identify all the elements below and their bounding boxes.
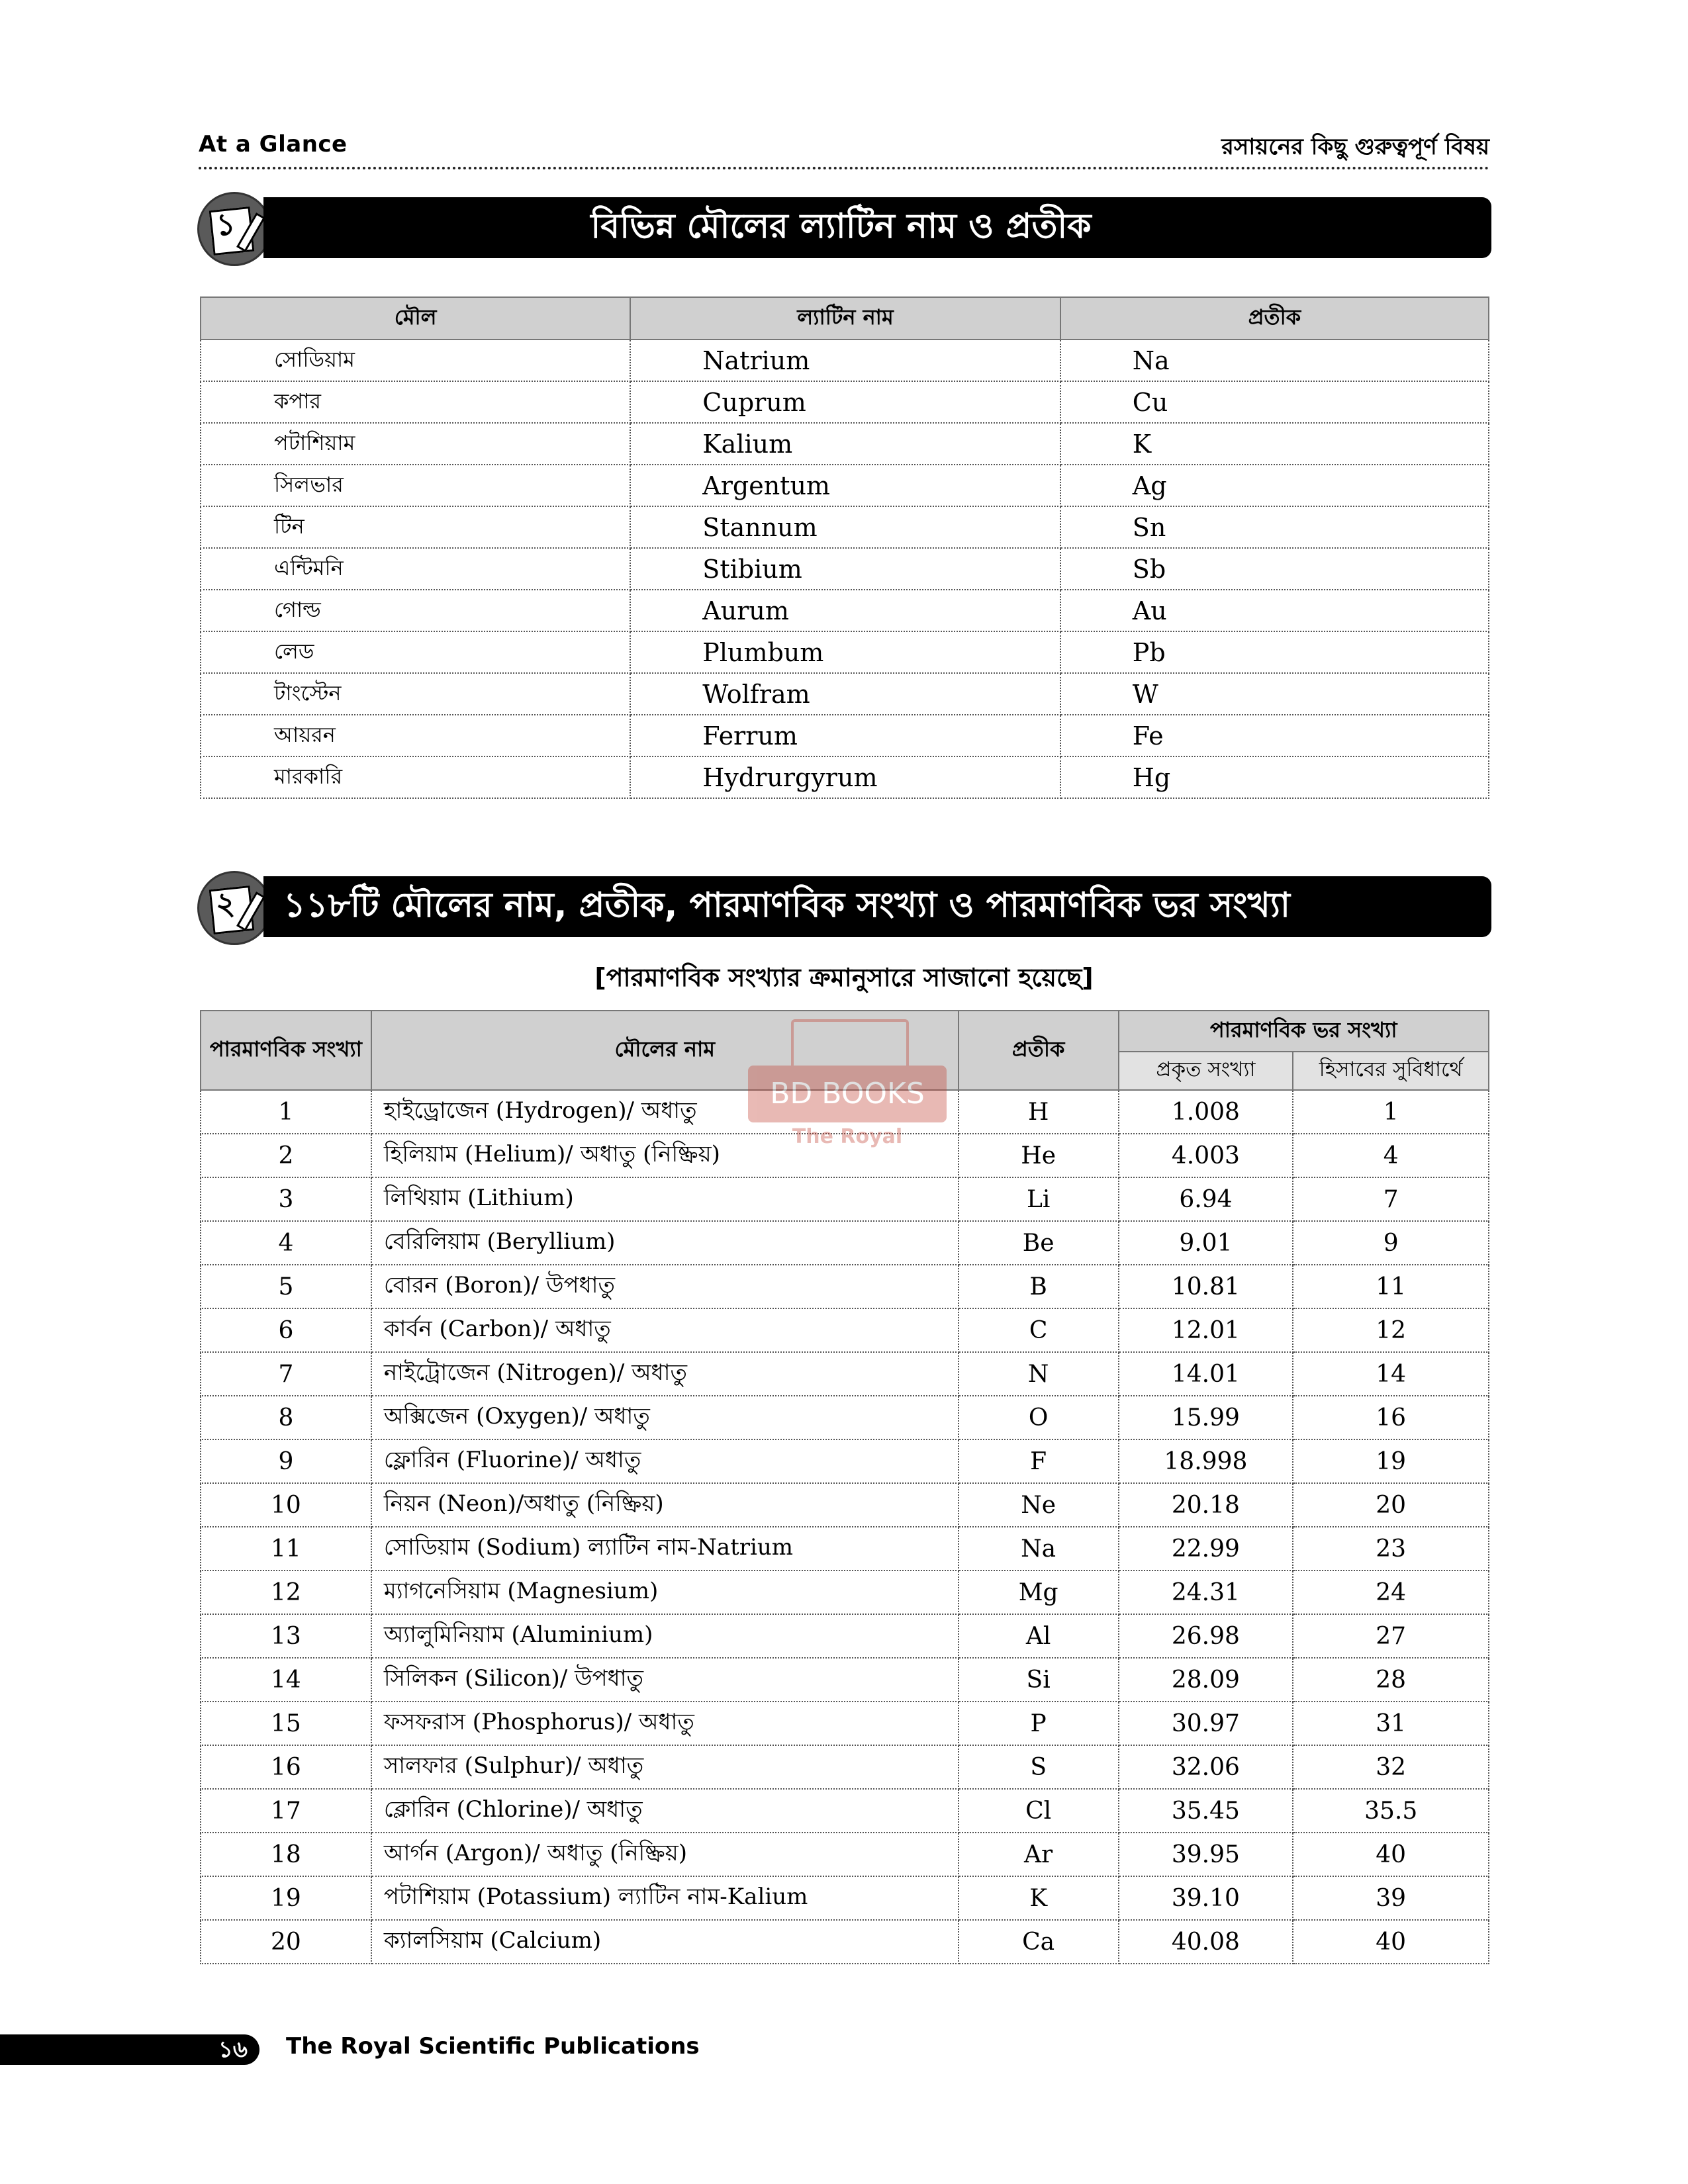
atomic-number-cell: 17 <box>201 1789 371 1833</box>
element-row <box>201 1833 1489 1876</box>
actual-mass-cell: 24.31 <box>1119 1570 1293 1614</box>
atomic-number-cell: 5 <box>201 1265 371 1308</box>
convenient-mass-cell: 27 <box>1293 1614 1489 1658</box>
atomic-number-cell: 15 <box>201 1702 371 1745</box>
convenient-mass-cell: 1 <box>1293 1090 1489 1134</box>
atomic-number-cell: 6 <box>201 1308 371 1352</box>
actual-mass-cell: 4.003 <box>1119 1134 1293 1177</box>
convenient-mass-cell: 11 <box>1293 1265 1489 1308</box>
latin-names-header-row <box>201 297 1489 340</box>
element-bangla-name: সিলভার <box>201 465 630 506</box>
latin-names-row <box>201 631 1489 673</box>
symbol-cell: Na <box>959 1527 1119 1570</box>
atomic-number-cell: 8 <box>201 1396 371 1439</box>
element-symbol: K <box>1060 423 1489 465</box>
convenient-mass-cell: 16 <box>1293 1396 1489 1439</box>
convenient-mass-cell: 12 <box>1293 1308 1489 1352</box>
actual-mass-cell: 15.99 <box>1119 1396 1293 1439</box>
element-name-cell: হাইড্রোজেন (Hydrogen)/ অধাতু <box>371 1090 959 1134</box>
symbol-cell: He <box>959 1134 1119 1177</box>
element-row <box>201 1439 1489 1483</box>
symbol-cell: Al <box>959 1614 1119 1658</box>
element-name-cell: সোডিয়াম (Sodium) ল্যাটিন নাম-Natrium <box>371 1527 959 1570</box>
element-symbol: Pb <box>1060 631 1489 673</box>
element-symbol: Sn <box>1060 506 1489 548</box>
section-2-subtitle: [পারমাণবিক সংখ্যার ক্রমানুসারে সাজানো হয়েছে] <box>594 963 1094 992</box>
actual-mass-cell: 22.99 <box>1119 1527 1293 1570</box>
element-latin-name: Natrium <box>630 340 1060 381</box>
actual-mass-cell: 32.06 <box>1119 1745 1293 1789</box>
element-bangla-name: সোডিয়াম <box>201 340 630 381</box>
element-row <box>201 1265 1489 1308</box>
element-row <box>201 1920 1489 1964</box>
atomic-number-cell: 9 <box>201 1439 371 1483</box>
actual-mass-cell: 14.01 <box>1119 1352 1293 1396</box>
element-row <box>201 1483 1489 1527</box>
element-latin-name: Plumbum <box>630 631 1060 673</box>
element-name-cell: সিলিকন (Silicon)/ উপধাতু <box>371 1658 959 1702</box>
atomic-number-cell: 19 <box>201 1876 371 1920</box>
atomic-number-cell: 16 <box>201 1745 371 1789</box>
latin-names-row <box>201 756 1489 798</box>
element-name-cell: কার্বন (Carbon)/ অধাতু <box>371 1308 959 1352</box>
column-header-atomic-number: পারমাণবিক সংখ্যা <box>201 1011 371 1090</box>
element-bangla-name: লেড <box>201 631 630 673</box>
actual-mass-cell: 35.45 <box>1119 1789 1293 1833</box>
atomic-number-cell: 13 <box>201 1614 371 1658</box>
atomic-number-cell: 20 <box>201 1920 371 1964</box>
publisher-name: The Royal Scientific Publications <box>286 2033 700 2060</box>
symbol-cell: N <box>959 1352 1119 1396</box>
convenient-mass-cell: 24 <box>1293 1570 1489 1614</box>
element-name-cell: সালফার (Sulphur)/ অধাতু <box>371 1745 959 1789</box>
element-row <box>201 1308 1489 1352</box>
column-header-convenient-mass: হিসাবের সুবিধার্থে <box>1293 1052 1489 1090</box>
actual-mass-cell: 6.94 <box>1119 1177 1293 1221</box>
element-bangla-name: গোল্ড <box>201 590 630 631</box>
element-symbol: Fe <box>1060 715 1489 756</box>
convenient-mass-cell: 9 <box>1293 1221 1489 1265</box>
column-header-latin-name: ল্যাটিন নাম <box>630 297 1060 340</box>
atomic-number-cell: 1 <box>201 1090 371 1134</box>
latin-names-row <box>201 590 1489 631</box>
element-row <box>201 1396 1489 1439</box>
element-name-cell: আর্গন (Argon)/ অধাতু (নিষ্ক্রিয়) <box>371 1833 959 1876</box>
watermark-logo <box>748 1019 947 1165</box>
section-1-banner <box>197 192 1491 265</box>
column-header-actual-mass: প্রকৃত সংখ্যা <box>1119 1052 1293 1090</box>
element-row <box>201 1876 1489 1920</box>
latin-names-row <box>201 548 1489 590</box>
section-2-number: ২ <box>216 886 236 921</box>
convenient-mass-cell: 19 <box>1293 1439 1489 1483</box>
element-name-cell: ক্লোরিন (Chlorine)/ অধাতু <box>371 1789 959 1833</box>
section-1-title: বিভিন্ন মৌলের ল্যাটিন নাম ও প্রতীক <box>590 206 1092 246</box>
latin-names-row <box>201 506 1489 548</box>
atomic-number-cell: 4 <box>201 1221 371 1265</box>
symbol-cell: Si <box>959 1658 1119 1702</box>
element-name-cell: বেরিলিয়াম (Beryllium) <box>371 1221 959 1265</box>
convenient-mass-cell: 39 <box>1293 1876 1489 1920</box>
element-bangla-name: এন্টিমনি <box>201 548 630 590</box>
element-name-cell: বোরন (Boron)/ উপধাতু <box>371 1265 959 1308</box>
actual-mass-cell: 40.08 <box>1119 1920 1293 1964</box>
convenient-mass-cell: 7 <box>1293 1177 1489 1221</box>
element-name-cell: ম্যাগনেসিয়াম (Magnesium) <box>371 1570 959 1614</box>
actual-mass-cell: 10.81 <box>1119 1265 1293 1308</box>
symbol-cell: Li <box>959 1177 1119 1221</box>
element-row <box>201 1570 1489 1614</box>
convenient-mass-cell: 32 <box>1293 1745 1489 1789</box>
atomic-number-cell: 2 <box>201 1134 371 1177</box>
latin-names-row <box>201 715 1489 756</box>
convenient-mass-cell: 40 <box>1293 1833 1489 1876</box>
actual-mass-cell: 26.98 <box>1119 1614 1293 1658</box>
actual-mass-cell: 39.10 <box>1119 1876 1293 1920</box>
actual-mass-cell: 30.97 <box>1119 1702 1293 1745</box>
section-1-number: ১ <box>216 206 236 242</box>
element-row <box>201 1527 1489 1570</box>
symbol-cell: P <box>959 1702 1119 1745</box>
actual-mass-cell: 18.998 <box>1119 1439 1293 1483</box>
convenient-mass-cell: 4 <box>1293 1134 1489 1177</box>
symbol-cell: Ar <box>959 1833 1119 1876</box>
atomic-number-cell: 10 <box>201 1483 371 1527</box>
element-row <box>201 1614 1489 1658</box>
atomic-number-cell: 12 <box>201 1570 371 1614</box>
column-header-symbol: প্রতীক <box>959 1011 1119 1090</box>
element-row <box>201 1658 1489 1702</box>
element-row <box>201 1789 1489 1833</box>
latin-names-row <box>201 381 1489 423</box>
element-latin-name: Stannum <box>630 506 1060 548</box>
symbol-cell: K <box>959 1876 1119 1920</box>
element-latin-name: Aurum <box>630 590 1060 631</box>
latin-names-row <box>201 340 1489 381</box>
watermark-text: BD BOOKS <box>748 1066 947 1122</box>
symbol-cell: S <box>959 1745 1119 1789</box>
element-name-cell: নিয়ন (Neon)/অধাতু (নিষ্ক্রিয়) <box>371 1483 959 1527</box>
running-header-right: রসায়নের কিছু গুরুত্বপূর্ণ বিষয় <box>1221 134 1489 160</box>
actual-mass-cell: 20.18 <box>1119 1483 1293 1527</box>
actual-mass-cell: 39.95 <box>1119 1833 1293 1876</box>
atomic-number-cell: 18 <box>201 1833 371 1876</box>
element-name-cell: পটাশিয়াম (Potassium) ল্যাটিন নাম-Kalium <box>371 1876 959 1920</box>
column-header-element: মৌল <box>201 297 630 340</box>
latin-names-table <box>200 296 1489 799</box>
symbol-cell: F <box>959 1439 1119 1483</box>
element-latin-name: Argentum <box>630 465 1060 506</box>
element-name-cell: ক্যালসিয়াম (Calcium) <box>371 1920 959 1964</box>
convenient-mass-cell: 35.5 <box>1293 1789 1489 1833</box>
symbol-cell: H <box>959 1090 1119 1134</box>
element-bangla-name: মারকারি <box>201 756 630 798</box>
element-row <box>201 1221 1489 1265</box>
latin-names-row <box>201 465 1489 506</box>
element-symbol: Ag <box>1060 465 1489 506</box>
latin-names-row <box>201 673 1489 715</box>
element-latin-name: Cuprum <box>630 381 1060 423</box>
element-name-cell: অক্সিজেন (Oxygen)/ অধাতু <box>371 1396 959 1439</box>
symbol-cell: Be <box>959 1221 1119 1265</box>
notepad-pencil-icon <box>197 192 271 266</box>
element-latin-name: Wolfram <box>630 673 1060 715</box>
atomic-number-cell: 11 <box>201 1527 371 1570</box>
element-latin-name: Hydrurgyrum <box>630 756 1060 798</box>
symbol-cell: Cl <box>959 1789 1119 1833</box>
convenient-mass-cell: 28 <box>1293 1658 1489 1702</box>
element-symbol: Cu <box>1060 381 1489 423</box>
element-name-cell: ফসফরাস (Phosphorus)/ অধাতু <box>371 1702 959 1745</box>
column-header-element-name: মৌলের নাম <box>371 1011 959 1090</box>
actual-mass-cell: 12.01 <box>1119 1308 1293 1352</box>
actual-mass-cell: 9.01 <box>1119 1221 1293 1265</box>
element-bangla-name: আয়রন <box>201 715 630 756</box>
convenient-mass-cell: 40 <box>1293 1920 1489 1964</box>
element-name-cell: লিথিয়াম (Lithium) <box>371 1177 959 1221</box>
element-row <box>201 1177 1489 1221</box>
running-header-left: At a Glance <box>199 131 348 158</box>
element-row <box>201 1702 1489 1745</box>
element-symbol: Sb <box>1060 548 1489 590</box>
convenient-mass-cell: 23 <box>1293 1527 1489 1570</box>
actual-mass-cell: 1.008 <box>1119 1090 1293 1134</box>
element-row <box>201 1745 1489 1789</box>
symbol-cell: B <box>959 1265 1119 1308</box>
element-name-cell: নাইট্রোজেন (Nitrogen)/ অধাতু <box>371 1352 959 1396</box>
page-number: ১৬ <box>0 2034 259 2065</box>
element-name-cell: অ্যালুমিনিয়াম (Aluminium) <box>371 1614 959 1658</box>
symbol-cell: O <box>959 1396 1119 1439</box>
convenient-mass-cell: 31 <box>1293 1702 1489 1745</box>
convenient-mass-cell: 14 <box>1293 1352 1489 1396</box>
actual-mass-cell: 28.09 <box>1119 1658 1293 1702</box>
atomic-number-cell: 14 <box>201 1658 371 1702</box>
notepad-pencil-icon <box>197 871 271 945</box>
element-name-cell: হিলিয়াম (Helium)/ অধাতু (নিষ্ক্রিয়) <box>371 1134 959 1177</box>
header-divider <box>199 167 1489 169</box>
column-header-symbol: প্রতীক <box>1060 297 1489 340</box>
element-name-cell: ফ্লোরিন (Fluorine)/ অধাতু <box>371 1439 959 1483</box>
element-row <box>201 1352 1489 1396</box>
element-symbol: Na <box>1060 340 1489 381</box>
section-2-banner <box>197 871 1491 944</box>
atomic-number-cell: 7 <box>201 1352 371 1396</box>
symbol-cell: Mg <box>959 1570 1119 1614</box>
element-bangla-name: কপার <box>201 381 630 423</box>
section-2-title: ১১৮টি মৌলের নাম, প্রতীক, পারমাণবিক সংখ্যা ও পারমাণবিক ভর সংখ্যা <box>283 885 1290 925</box>
convenient-mass-cell: 20 <box>1293 1483 1489 1527</box>
column-header-mass-number: পারমাণবিক ভর সংখ্যা <box>1119 1011 1489 1052</box>
element-bangla-name: টাংস্টেন <box>201 673 630 715</box>
element-bangla-name: টিন <box>201 506 630 548</box>
latin-names-row <box>201 423 1489 465</box>
symbol-cell: C <box>959 1308 1119 1352</box>
symbol-cell: Ne <box>959 1483 1119 1527</box>
element-symbol: Au <box>1060 590 1489 631</box>
atomic-number-cell: 3 <box>201 1177 371 1221</box>
element-latin-name: Ferrum <box>630 715 1060 756</box>
watermark-subtext: The Royal <box>792 1125 903 1148</box>
element-symbol: Hg <box>1060 756 1489 798</box>
element-latin-name: Stibium <box>630 548 1060 590</box>
symbol-cell: Ca <box>959 1920 1119 1964</box>
element-symbol: W <box>1060 673 1489 715</box>
element-latin-name: Kalium <box>630 423 1060 465</box>
element-bangla-name: পটাশিয়াম <box>201 423 630 465</box>
